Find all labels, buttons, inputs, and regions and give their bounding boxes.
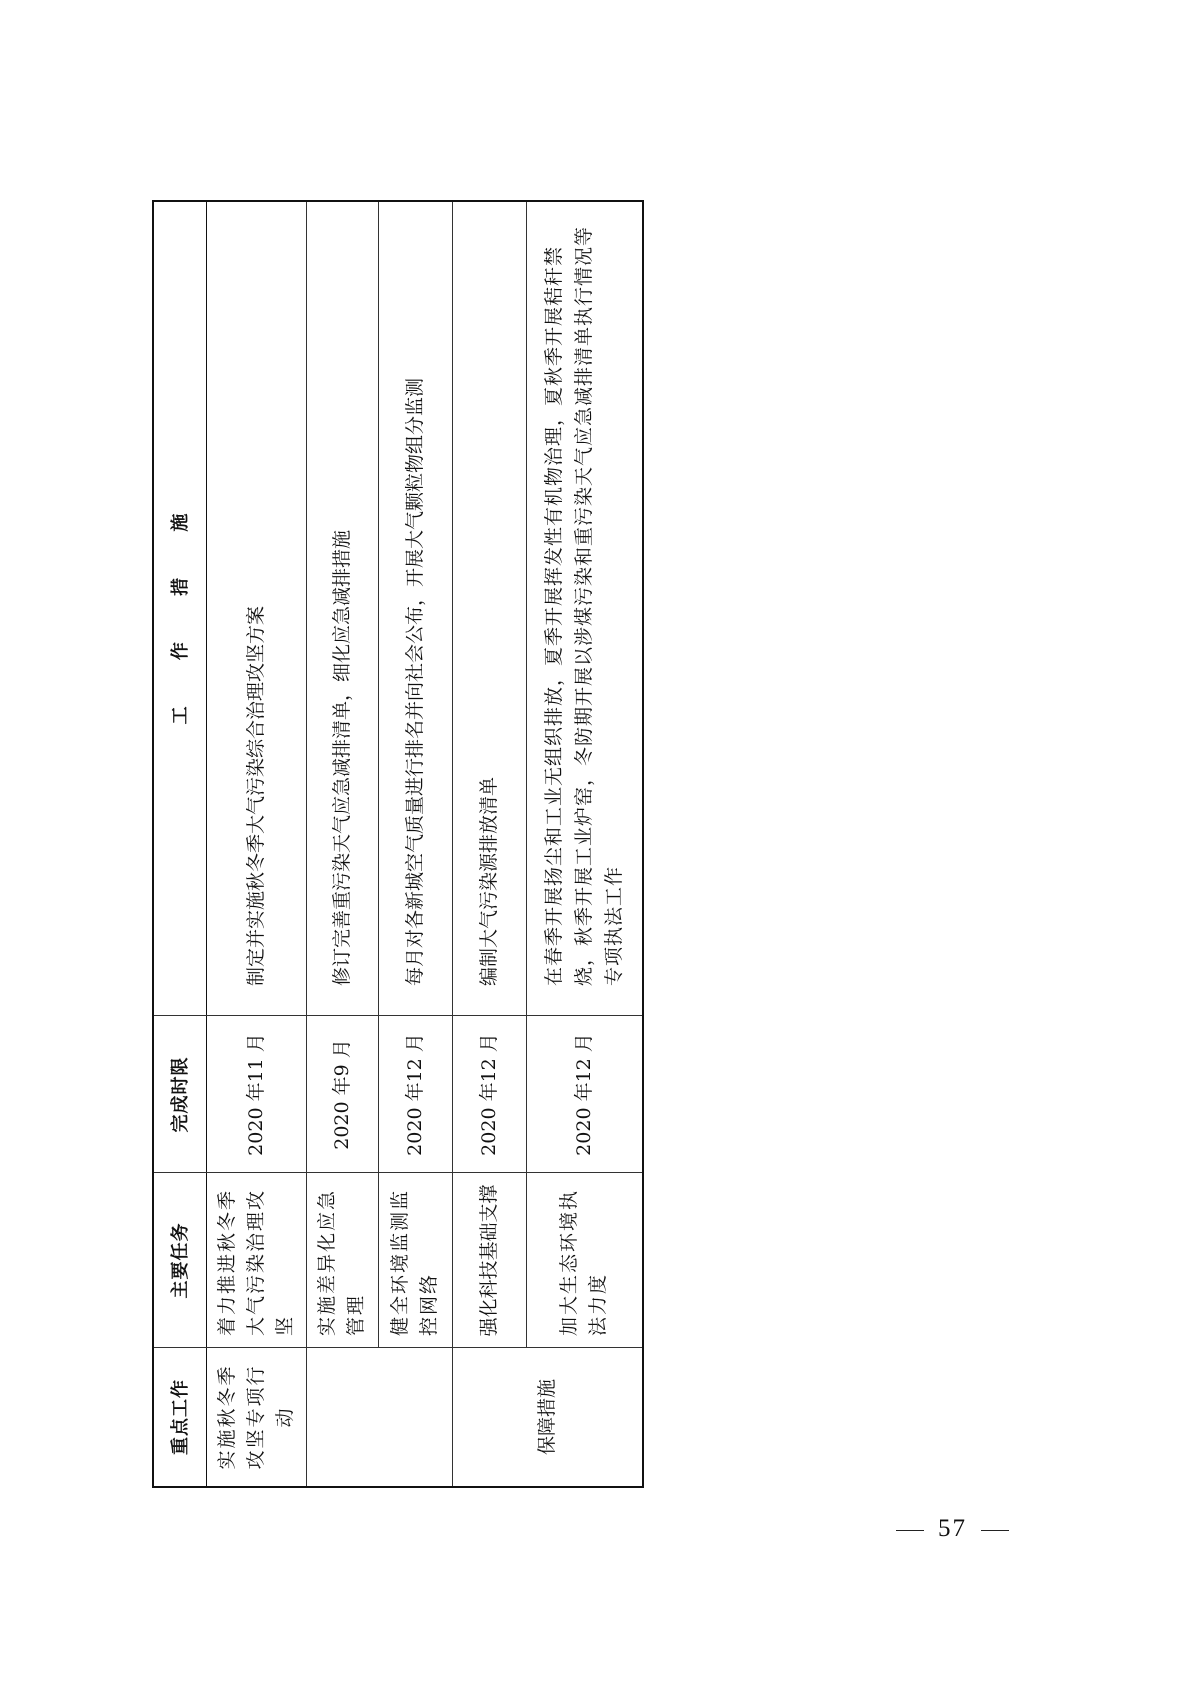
table-row-4-task: 强化科技基础支撑: [477, 1184, 500, 1337]
table-row-3-task: 健全环境监测监控网络: [389, 1188, 440, 1336]
table-row-5-deadline: 2020 年12 月: [572, 1033, 595, 1156]
table-row-1-measure: 制定并实施秋冬季大气污染综合治理攻坚方案: [244, 605, 267, 986]
table-row-1-deadline: 2020 年11 月: [244, 1033, 267, 1156]
group-label-safeguards: 保障措施: [535, 1379, 558, 1456]
page-number-text: 57: [938, 1515, 967, 1542]
header-main-task: 主要任务: [169, 1222, 191, 1299]
page-number: [882, 1515, 1023, 1543]
group-label-autumn-winter: 实施秋冬季攻坚专项行动: [215, 1364, 296, 1470]
table-row-2-measure: 修订完善重污染天气应急减排清单，细化应急减排措施: [330, 529, 353, 986]
dash-right: [981, 1530, 1009, 1531]
table-row-3-deadline: 2020 年12 月: [403, 1033, 426, 1156]
table-row-5-task: 加大生态环境执法力度: [558, 1188, 609, 1336]
header-work-measures: 工 作 措 施: [169, 493, 191, 725]
table-row-2-deadline: 2020 年9 月: [330, 1039, 353, 1150]
table-row-1-task: 着力推进秋冬季大气污染治理攻坚: [215, 1188, 296, 1336]
header-deadline: 完成时限: [169, 1056, 191, 1133]
table-row-2-task: 实施差异化应急管理: [316, 1188, 367, 1336]
rotated-table-wrapper: [152, 202, 642, 1488]
header-key-work: 重点工作: [169, 1379, 191, 1455]
table-row-3-measure: 每月对各新城空气质量进行排名并向社会公布，开展大气颗粒物组分监测: [403, 377, 426, 986]
dash-left: [896, 1530, 924, 1531]
table-row-4-deadline: 2020 年12 月: [477, 1033, 500, 1156]
work-measures-table: [152, 200, 644, 1488]
table-row-5-measure: 在春季开展扬尘和工业无组织排放，夏季开展挥发性有机物治理，夏秋季开展秸秆禁烧，秋季开展工业炉窑，冬防期开展以涉煤污染和重污染天气应急减排清单执行情况等专项执法工作: [543, 225, 625, 986]
table-row-4-measure: 编制大气污染源排放清单: [477, 776, 500, 986]
